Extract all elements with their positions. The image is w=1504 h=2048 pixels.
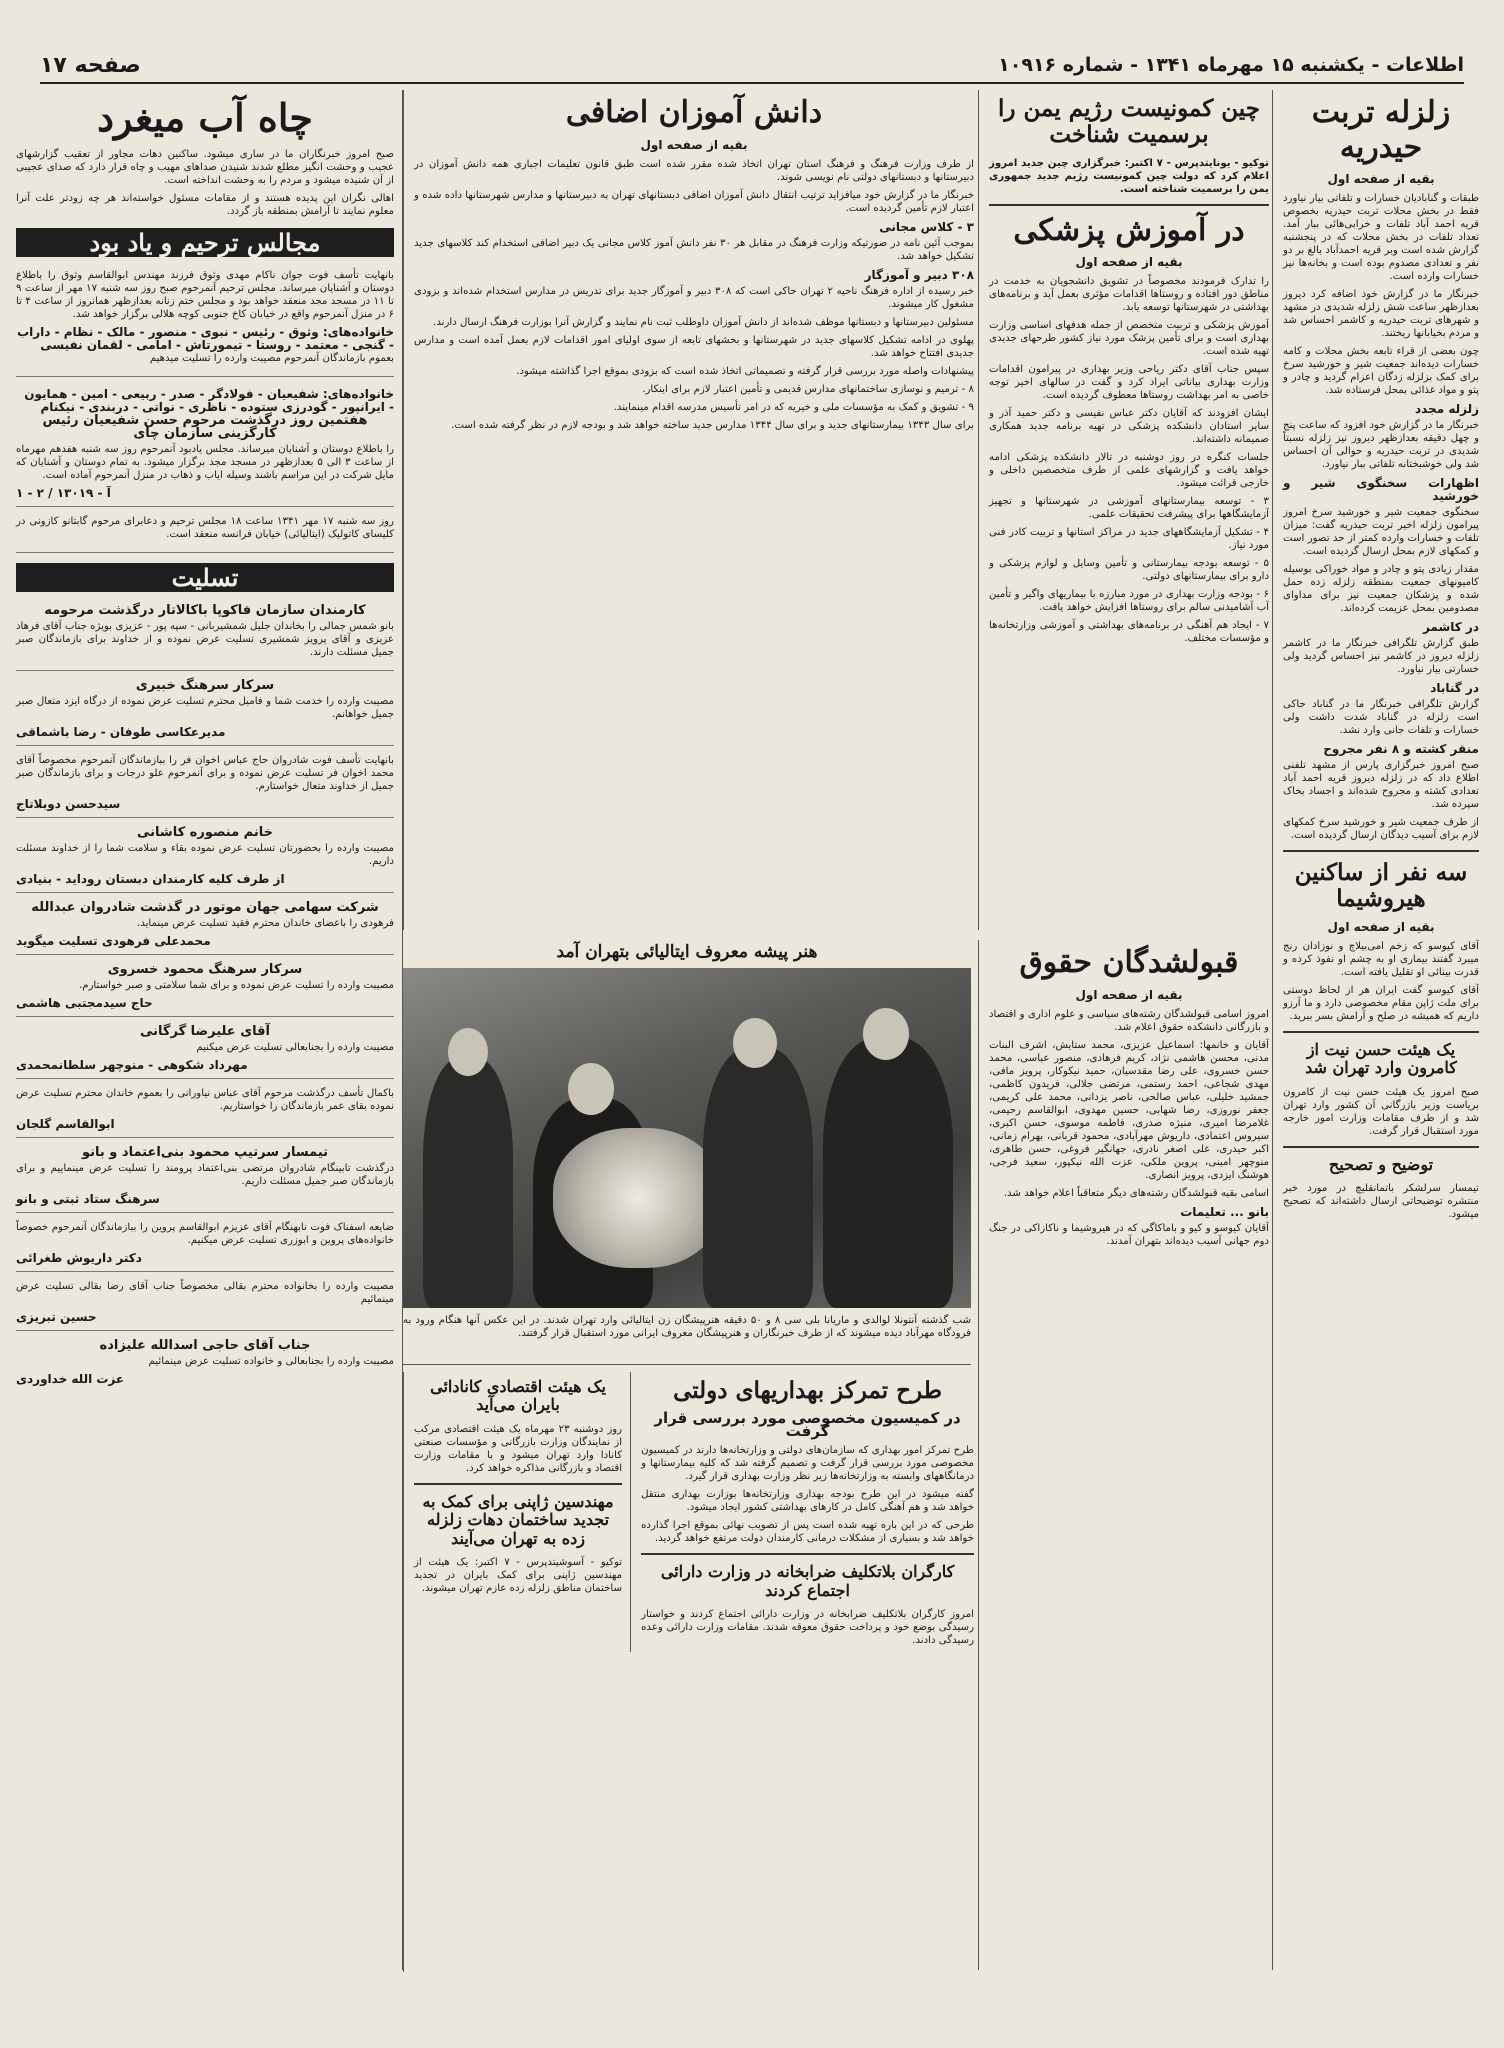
subheading: زلزله مجدد xyxy=(1414,402,1479,416)
paragraph: طبق گزارش تلگرافی خبرنگار ما در کاشمر زلزله دیروز در کاشمر نیز احساس گردید ولی خسارتی بیار نیاورد. xyxy=(1283,638,1479,675)
notice-signature: عزت الله خداوردی xyxy=(16,1371,125,1386)
column-earthquake xyxy=(1272,90,1479,1970)
notice-signature: حاج سیدمجتبی هاشمی xyxy=(16,995,153,1010)
page-number: صفحه ۱۷ xyxy=(40,52,141,78)
photo-figure xyxy=(423,1058,513,1308)
paragraph: اسامی بقیه قبولشدگان رشته‌های دیگر متعاقباً اعلام خواهد شد. xyxy=(1003,1187,1269,1199)
condolence-notice xyxy=(16,1276,394,1331)
headline-extra-students: دانش آموزان اضافی xyxy=(565,95,823,130)
notice-signature: محمدعلی فرهودی تسلیت میگوید xyxy=(16,933,211,948)
notice-text: بانهایت تأسف فوت جوان ناکام مهدی وثوق فرزند مهندس ابوالقاسم وثوق را باطلاع دوستان و آشنایان میرساند. مجلس ترحیم آنمرحوم صبح روز سه شنبه ۱۷ مهر از ساعت ۹ تا ۱۱ در مسجد مجد منعقد خواهد بود و مجلس ختم زنانه بعدازظهر همانروز از ساعت ۴ تا ۶ در منزل آنمرحوم واقع در خیابان کاخ جنوبی کوچه هلالی برگزار خواهد شد. xyxy=(16,269,395,320)
paragraph: توکیو - آسوشیتدپرس - ۷ اکتبر: یک هیئت از مهندسین ژاپنی برای کمک بایران در تجدید ساختمان مناطق زلزله زده عازم تهران میشوند. xyxy=(414,1556,623,1594)
divider xyxy=(1283,1031,1479,1033)
paragraph: طرحی که در این باره تهیه شده است پس از تصویب نهائی بموقع اجرا گذارده خواهد شد و بسیاری از مشکلات درمانی کارمندان دولت مرتفع خواهد گردید. xyxy=(641,1520,974,1545)
memorial-services-banner: مجالس ترحیم و یاد بود xyxy=(16,228,394,257)
subheading: در کاشمر xyxy=(1422,620,1479,634)
photo-bouquet xyxy=(553,1128,723,1268)
paragraph: ۸ - ترمیم و نوسازی ساختمانهای مدارس قدیمی و تأمین اعتبار لازم برای اینکار. xyxy=(642,383,974,395)
photo-caption: شب گذشته آنتونلا لوالدی و ماریانا بلی سی ۸ و ۵۰ دقیقه هنرپیشگان زن ایتالیائی وارد تهران شدند. در این عکس آنها هنگام ورود به فرودگاه مهرآباد دیده میشوند که از طرف خبرنگاران و هنرپیشگان معروف ایرانی مورد استقبال قرار گرفتند. xyxy=(403,1315,971,1339)
condolence-notice xyxy=(16,1335,394,1392)
headline-earthquake: زلزله تربت حیدریه xyxy=(1311,95,1451,165)
paragraph: چون بعضی از قراء تابعه بخش محلات و کامه خسارات دیده‌اند جمعیت شیر و خورشید سرخ برای کمک بزلزله زدگان اعزام گردید و چادر و پتو و مواد غذائی بمحل فرستاده شد. xyxy=(1283,346,1479,396)
paragraph: بموجب آئین نامه در صورتیکه وزارت فرهنگ در مقابل هر ۳۰ نفر دانش آموز کلاس مجانی یک دبیر اضافی استخدام کند کلاسهای جدید تشکیل خواهد شد. xyxy=(414,237,974,262)
paragraph: آقای کیوسو که زخم امی‌بیلاچ و نوزادان رنج میبرد گفتند بیماری او به چشم او نفوذ کرده و قدرت بینائی او تقلیل یافته است. xyxy=(1283,940,1479,978)
photo-face xyxy=(568,1063,614,1115)
notice-text: مصیبت وارده را بجنابعالی تسلیت عرض میکنیم xyxy=(196,1041,394,1053)
paragraph: ۵ - توسعه بودجه بیمارستانی و تأمین وسایل و لوازم پزشکی و دارو برای بیمارستانهای دولتی. xyxy=(989,558,1269,583)
condolences-banner: تسلیت xyxy=(16,563,394,592)
name-list: آقایان و خانمها: اسماعیل عزیزی، محمد ستایش، اشرف البنات مدنی، محسن هاشمی نژاد، کریم فرهادی، منصور عباسی، محمد حسن خسروی، علی رضا مقدسیان، حمید نیکوکار، پرویز مافی، مهدی شجاعی، احمد رستمی، مرتضی جلالی، فریدون کاظمی، جمشید خلیلی، عباس صالحی، ناصر یزدانی، محمد علی کریمی، جعفر نوروزی، رضا شهابی، حسین مهدوی، ابوالقاسم رحیمی، غلامرضا امیری، منیژه صدری، فاطمه موسوی، حسن اکبری، سیروس اعتمادی، داریوش مهرآبادی، محمود قربانی، بهرام زمانی، اکبر حیدری، علی اصغر نادری، جهانگیر فروغی، حسن طاهری، منوچهر امینی، پروین ملکی، عزت الله نیکپور، سعید فرجی، هوشنگ ایزدی، پرویز انصاری. xyxy=(989,1039,1269,1181)
notice-title: سرکار سرهنگ خبیری xyxy=(135,677,275,693)
paragraph: امروز اسامی قبولشدگان رشته‌های سیاسی و علوم اداری و اقتصاد و بازرگانی دانشکده حقوق اعلام شد. xyxy=(989,1008,1269,1033)
notice-signature: خانواده‌های: شفیعیان - فولادگر - صدر - ربیعی - امین - همایون - ایرانپور - گودرزی ستوده - ناظری - نواتی - دربندی - نیکنام xyxy=(24,386,394,414)
column-law-graduates xyxy=(978,940,1269,1970)
condolence-notice xyxy=(16,897,394,955)
notice-signature: سرهنگ ستاد ثبتی و بانو xyxy=(16,1191,160,1206)
photo-block xyxy=(403,940,971,1365)
notice-text: روز سه شنبه ۱۷ مهر ۱۳۴۱ ساعت ۱۸ مجلس ترحیم و دعابرای مرحوم گابتانو کازونی در کلیسای کاتولیک (ایتالیائی) خیابان فرانسه منعقد است. xyxy=(16,515,394,540)
notice-title: کارمندان سازمان فاکوپا باکالاتار درگذشت مرحومه xyxy=(44,602,366,618)
notice-text: بانهایت تأسف فوت شادروان حاج عباس اخوان فر را ببازماندگان آنمرحوم مخصوصاً آقای محمد اخوان فر تسلیت عرض نموده و برای آنمرحوم علو درجات و برای بازماندگان صبر جمیل از خداوند متعال خواستارم. xyxy=(16,754,394,792)
paragraph: مسئولین دبیرستانها و دبستانها موظف شده‌اند از دانش آموزان داوطلب ثبت نام نمایند و گزارش آنرا بوزارت فرهنگ ارسال دارند. xyxy=(433,316,974,328)
condolence-notice xyxy=(16,822,394,893)
paragraph: خبرنگار ما در گزارش خود اضافه کرد دیروز بعدازظهر ساعت شش زلزله شدیدی در مشهد و شهرهای تربت حیدریه و کاشمر احساس شد و مردم بخیابانها ریختند. xyxy=(1283,289,1479,339)
memorial-notice xyxy=(16,511,394,553)
paragraph: را تدارک فرمودند مخصوصاً در تشویق دانشجویان به خدمت در مناطق دور افتاده و روستاها اقدامات مؤثری بعمل آید و برنامه‌های بهداشتی در شهرستانها توسعه یابد. xyxy=(989,276,1269,314)
subheading: ۳ - کلاس مجانی xyxy=(879,219,974,234)
paragraph: گزارش تلگرافی خبرنگار ما در گناباد حاکی است زلزله در گناباد شدت داشت ولی خسارات و تلفات جانی وارد نشد. xyxy=(1283,699,1479,736)
kicker: بقیه از صفحه اول xyxy=(1075,255,1183,270)
headline-centralization-sub: در کمیسیون مخصوصی مورد بررسی قرار گرفت xyxy=(654,1409,961,1441)
headline-cameroon: یک هیئت حسن نیت از کامرون وارد تهران شد xyxy=(1305,1039,1457,1078)
condolence-notice xyxy=(16,750,394,818)
notice-signature: دکتر داریوش طغرائی xyxy=(16,1250,142,1265)
paragraph: پهلوی در ادامه تشکیل کلاسهای جدید در شهرستانها و بخشهای تابعه از سوی اولیای امور اقدامات لازم بعمل آمده است و مدارس جدیدی افتتاح خواهد شد. xyxy=(414,334,974,359)
notice-title: آقای علیرضا گرگانی xyxy=(140,1023,270,1039)
paragraph: ایشان افزودند که آقایان دکتر عباس نفیسی و دکتر حمید آذر و سایر استادان دانشکده پزشکی در تهیه برنامه جدید همکاری صمیمانه داشته‌اند. xyxy=(989,408,1269,446)
kicker: بقیه از صفحه اول xyxy=(640,137,748,152)
paragraph: پیشنهادات واصله مورد بررسی قرار گرفته و تصمیماتی اتخاذ شده است که بزودی بموقع اجرا گذاشته میشود. xyxy=(516,365,974,377)
paragraph: ۹ - تشویق و کمک به مؤسسات ملی و خیریه که در امر تأسیس مدرسه اقدام مینمایند. xyxy=(613,401,974,413)
notice-text: را باطلاع دوستان و آشنایان میرساند. مجلس یادبود آنمرحوم روز سه شنبه هفدهم مهرماه از ساعت ۳ الی ۵ بعدازظهر در مسجد مجد برگزار میشود. به تمام دوستان و آشنایان که مایل شرکت در این مراسم باشند وسیله ایاب و ذهاب در منزل آنمرحوم آماده است. xyxy=(16,443,394,481)
photo-figure xyxy=(703,1048,813,1308)
paragraph: برای سال ۱۳۴۳ بیمارستانهای جدید و برای سال ۱۳۴۴ مدارس جدید ساخته خواهد شد و بودجه لازم در نظر گرفته شده است. xyxy=(451,419,974,431)
paragraph: صبح امروز خبرگزاری پارس از مشهد تلفنی اطلاع داد که در زلزله دیروز قریه احمد آباد تعدادی کشته و مجروح شده‌اند و اجساد بخاک سپرده شد. xyxy=(1283,760,1479,810)
kicker: بقیه از صفحه اول xyxy=(1327,172,1435,186)
divider xyxy=(1283,1146,1479,1148)
paragraph: جلسات کنگره در روز دوشنبه در تالار دانشکده پزشکی ادامه خواهد یافت و گزارشهای علمی از طرف متخصصین داخلی و خارجی قرائت میشود. xyxy=(989,452,1269,490)
paragraph: از طرف وزارت فرهنگ و فرهنگ استان تهران اتخاذ شده مقرر شده است طبق قانون تعلیمات اجباری همه دانش آموزان در دبیرستانها و دبستانهای دولتی نام نویسی شوند. xyxy=(414,158,974,183)
notice-text: مصیبت وارده را بجنابعالی و خانواده تسلیت عرض مینمائیم xyxy=(148,1355,394,1367)
kicker: بقیه از صفحه اول xyxy=(1075,987,1183,1002)
paragraph: طبقات و گنابادیان خسارات و تلفاتی بیار نیاورد فقط در بخش محلات تربت حیدریه بخصوص قریه احمد آباد تلفات و خرابی‌هائی ببار آمد. تعداد تلفات در بخش محلات که در پنجشنبه گزارش شده است وبر قریه احمدآباد بالغ بر دو نفر و تعدادی مصدوم بوده است و بخانه‌ها نیز خسارات وارده است. xyxy=(1283,193,1479,282)
notice-reference: آ - ۱۳۰۱۹ / ۲ - ۱ xyxy=(16,485,111,500)
paragraph: ۶ - بودجه وزارت بهداری در مورد مبارزه با بیماریهای واگیر و تأمین آب آشامیدنی سالم برای روستاها افزایش خواهد یافت. xyxy=(989,589,1269,614)
subheading: در گناباد xyxy=(1430,681,1479,695)
condolence-notice xyxy=(16,959,394,1017)
lead-paragraph: توکیو - یونایتدپرس - ۷ اکتبر: خبرگزاری چین جدید امروز اعلام کرد که دولت چین کمونیست رژیم جدید جمهوری یمن را برسمیت شناخته است. xyxy=(989,157,1269,195)
centralization-article xyxy=(641,1372,974,1652)
notice-text: مصیبت وارده را تسلیت عرض نموده و برای شما سلامتی و صبر خواستارم. xyxy=(78,979,394,991)
condolence-notice xyxy=(16,600,394,671)
photo-face xyxy=(448,1028,488,1076)
paragraph: خبرنگار ما در گزارش خود افزود که ساعت پنج و چهل دقیقه بعدازظهر دیروز نیز زلزله نسبتاً شدیدی در تربت حیدریه و حوالی آن احساس شد ولی خوشبختانه تلفاتی ببار نیاورد. xyxy=(1283,420,1479,470)
column-extra-students xyxy=(403,90,974,930)
paragraph: آقایان کیوسو و کیو و باماکاگی که در هیروشیما و ناکازاکی در جنگ دوم جهانی آسیب دیده‌اند بتهران آمدند. xyxy=(989,1222,1269,1247)
notice-text: درگذشت تابینگام شادروان مرتضی بنی‌اعتماد پرومند را تسلیت عرض مینماییم و برای بازماندگان صبر جمیل مسئلت داریم. xyxy=(16,1162,394,1187)
paragraph: خبرنگار ما در گزارش خود میافزاید ترتیب انتقال دانش آموزان اضافی دبستانهای تهران به دبیرستانها و مدارس شهرستانها داده شده و اعتبار لازم تأمین گردیده است. xyxy=(414,189,974,214)
kicker: بقیه از صفحه اول xyxy=(1327,919,1435,934)
photo-title: هنر پیشه معروف ایتالیائی بتهران آمد xyxy=(556,942,818,962)
paragraph: خبر رسیده از اداره فرهنگ ناحیه ۲ تهران حاکی است که ۳۰۸ دبیر و آموزگار جدید برای تدریس در مدارس استخدام شده‌اند و بزودی مشغول کار میشوند. xyxy=(414,285,974,310)
paragraph: صبح امروز خبرنگاران ما در ساری میشود. ساکنین دهات مجاور از تعقیب گزارشهای عجیب و وحشت انگیز مطلع شدند شنیدن صداهای مهیب و چاه قرار دارد که صدای عجیبی از آن شنیده میشود و مردم را به وحشت انداخته است. xyxy=(16,148,394,186)
subheading: منقر کشته و ۸ نفر مجروح xyxy=(1323,742,1479,756)
condolence-notice xyxy=(16,1021,394,1079)
paragraph: طرح تمرکز امور بهداری که سازمان‌های دولتی و وزارتخانه‌ها دارند در کمیسیون مخصوصی مورد بررسی قرار گرفت و تصمیم گرفته شد که کلیه بیمارستانها و درمانگاههای وابسته به وزارتخانه‌ها زیر نظر وزارت بهداری قرار گیرد. xyxy=(641,1445,974,1483)
notice-signature: سیدحسن دوبلاتاج xyxy=(16,796,121,811)
notice-signature: مدیرعکاسی طوفان - رضا باشماقی xyxy=(16,724,226,739)
headline-law-graduates: قبولشدگان حقوق xyxy=(1019,945,1239,980)
divider xyxy=(1283,850,1479,852)
divider xyxy=(414,1483,622,1485)
notice-text: ضایعه اسفناک فوت نابهنگام آقای عزیزم ابوالقاسم پروین را ببازماندگان آنمرحوم خصوصاً خانواده‌های پروین و ابوزری تسلیت عرض میکنیم. xyxy=(16,1221,394,1246)
paragraph: ۴ - تشکیل آزمایشگاههای جدید در مراکز استانها و تربیت کادر فنی مورد نیاز. xyxy=(989,527,1269,552)
notice-text: مصیبت وارده را بخانواده محترم بقالی مخصوصاً جناب آقای رضا بقالی تسلیت عرض مینمائیم xyxy=(16,1280,394,1305)
subheading: اظهارات سخنگوی شیر و خورشید xyxy=(1283,476,1479,503)
notice-title: تیمسار سرتیپ محمود بنی‌اعتماد و بانو xyxy=(81,1144,329,1160)
notice-signature: از طرف کلیه کارمندان دبستان روداید - بنیادی xyxy=(16,871,285,886)
headline-hiroshima: سه نفر از ساکنین هیروشیما xyxy=(1294,859,1468,913)
divider xyxy=(641,1553,974,1555)
column-medical xyxy=(978,90,1269,930)
paragraph: از طرف جمعیت شیر و خورشید سرخ کمکهای لازم برای آسیب دیدگان ارسال گردیده است. xyxy=(1283,817,1479,841)
paragraph: سپس جناب آقای دکتر ریاحی وزیر بهداری در پیرامون اقدامات وزارت بهداری بیاناتی ایراد کرد و گفت در سالهای اخیر توجه خاصی به امر بهداشت روستاها معطوف گردیده است. xyxy=(989,364,1269,402)
photo-face xyxy=(863,1008,909,1060)
paragraph: سخنگوی جمعیت شیر و خورشید سرخ امروز پیرامون زلزله اخیر تربت حیدریه گفت: میزان تلفات و خسارات وارده کمتر از حد تصور است و کمکهای لازم بمحل ارسال گردیده است. xyxy=(1283,507,1479,557)
headline-mint-workers: کارگران بلاتکلیف ضرابخانه در وزارت دارائی اجتماع کردند xyxy=(660,1562,955,1600)
notice-text: مصیبت وارده را بحضورتان تسلیت عرض نموده بقاء و سلامت شما را از خداوند مسئلت داریم. xyxy=(16,842,394,867)
notice-title: هفتمین روز درگذشت مرحوم حسن شفیعیان رئیس کارگزینی سازمان چای xyxy=(42,412,368,441)
paragraph: صبح امروز یک هیئت حسن نیت از کامرون بریاست وزیر بازرگانی آن کشور وارد تهران شد و از طرف مقامات وزارت امور خارجه مورد استقبال قرار گرفت. xyxy=(1283,1086,1479,1137)
paragraph: مقدار زیادی پتو و چادر و مواد خوراکی بوسیله کامیونهای جمعیت بمنطقه زلزله زده حمل شده و پزشکان جمعیت نیز برای مداوای مصدومین بمحل عزیمت کرده‌اند. xyxy=(1283,564,1479,614)
headline-japanese-engineers: مهندسین ژاپنی برای کمک به تجدید ساختمان دهات زلزله زده به تهران می‌آیند xyxy=(422,1491,614,1548)
paragraph: آموزش پزشکی و تربیت متخصص از جمله هدفهای اساسی وزارت بهداری است و برای تأمین پزشک مورد نیاز کشور طرحهای جدیدی تهیه شده است. xyxy=(989,320,1269,358)
notice-signature: حسین تبریزی xyxy=(16,1309,97,1324)
paragraph: ۳ - توسعه بیمارستانهای آموزشی در شهرستانها و تجهیز آزمایشگاهها برای پیشرفت تحقیقات علمی. xyxy=(989,496,1269,521)
subheading: بانو ... تعلیمات xyxy=(1180,1204,1269,1219)
notice-signature: مهرداد شکوهی - منوچهر سلطانمحمدی xyxy=(16,1057,248,1072)
notice-text: فرهودی را باعضای خاندان محترم فقید تسلیت عرض مینماید. xyxy=(136,917,394,929)
headline-medical-education: در آموزش پزشکی xyxy=(1013,212,1245,248)
notice-text: مصیبت وارده را خدمت شما و فامیل محترم تسلیت عرض نموده از درگاه ایزد متعال صبر جمیل خواهانم. xyxy=(16,695,394,720)
headline-china-yemen: چین کمونیست رژیم یمن را برسمیت شناخت xyxy=(998,95,1260,149)
paragraph: امروز کارگران بلاتکلیف ضرابخانه در وزارت دارائی اجتماع کردند و خواستار رسیدگی بوضع خود و پرداخت حقوق معوقه شدند. مقامات وزارت دارائی وعده رسیدگی دادند. xyxy=(641,1609,974,1647)
notice-title: خانم منصوره کاشانی xyxy=(137,824,273,840)
notice-text: باکمال تأسف درگذشت مرحوم آقای عباس نیاورانی را بعموم خاندان محترم تسلیت عرض نموده بقای عمر بازماندگان را خواستاریم. xyxy=(16,1087,394,1112)
notice-title: جناب آقای حاجی اسدالله علیزاده xyxy=(99,1337,311,1353)
headline-canada-delegation: یک هیئت اقتصادی کانادائی بایران می‌آید xyxy=(430,1377,606,1415)
condolence-notice xyxy=(16,1217,394,1272)
condolence-notice xyxy=(16,1083,394,1138)
notice-text: بانو شمس جمالی را بخاندان جلیل شمشیربانی - سپه پور - عزیزی بویژه جناب آقای فرهاد عزیزی و آقای پرویز شمشیری تسلیت عرض نموده و از خداوند برای بازماندگان صبر جمیل مسئلت دارند. xyxy=(16,620,394,658)
photo-figure xyxy=(823,1038,953,1308)
notice-text: بعموم بازماندگان آنمرحوم مصیبت وارده را تسلیت میدهیم xyxy=(149,352,394,364)
page-header xyxy=(40,48,1464,84)
condolence-notice xyxy=(16,1142,394,1213)
subheading: ۳۰۸ دبیر و آموزگار xyxy=(864,267,974,282)
paragraph: آقای کیوسو گفت ایران هر از لحاظ دوستی برای ملت ژاپن مقام مخصوصی دارد و ما آرزو داریم که همیشه در صلح و آرامش بسر ببرید. xyxy=(1283,984,1479,1022)
notice-signature: خانواده‌های: وثوق - رئیس - نبوی - منصور - مالک - نظام - داراب - گنجی - معتمد - روستا - تیمورتاش - امامی - لقمان نفیسی xyxy=(17,324,394,352)
paragraph: تیمسار سرلشکر باتمانقلیچ در مورد خبر منتشره توضیحاتی ارسال داشته‌اند که تصحیح میشود. xyxy=(1283,1183,1479,1221)
side-briefs xyxy=(414,1372,631,1652)
headline-roaring-well: چاه آب میغرد xyxy=(97,95,313,140)
paragraph: گفته میشود در این طرح بودجه بهداری وزارتخانه‌ها بوزارت بهداری منتقل خواهد شد و هم آهنگی کامل در کارهای بهداشتی کشور ایجاد میشود. xyxy=(641,1489,974,1514)
condolence-notice xyxy=(16,675,394,746)
photo-face xyxy=(733,1018,777,1068)
bottom-center-layout xyxy=(414,1372,974,1652)
notice-title: سرکار سرهنگ محمود خسروی xyxy=(107,961,303,977)
headline-centralization: طرح تمرکز بهداریهای دولتی xyxy=(673,1377,943,1404)
paragraph: اهالی نگران این پدیده هستند و از مقامات مسئول خواسته‌اند هر چه زودتر علت آنرا معلوم نمایند تا آرامش بمنطقه باز گردد. xyxy=(16,192,394,217)
divider xyxy=(989,204,1269,206)
memorial-notice xyxy=(16,265,394,377)
notice-signature: ابوالقاسم گلجان xyxy=(16,1116,115,1131)
masthead: اطلاعات - یکشنبه ۱۵ مهرماه ۱۳۴۱ - شماره ۱۰۹۱۶ xyxy=(998,54,1464,76)
notice-title: شرکت سهامی جهان موتور در گذشت شادروان عبدالله xyxy=(31,899,379,915)
actress-arrival-photo xyxy=(403,968,971,1308)
column-health-centralization xyxy=(403,1372,974,1972)
paragraph: ۷ - ایجاد هم آهنگی در برنامه‌های بهداشتی و آموزشی وزارتخانه‌ها و مؤسسات مختلف. xyxy=(989,620,1269,645)
memorial-notice xyxy=(16,381,394,507)
headline-correction: توضیح و تصحیح xyxy=(1328,1154,1434,1174)
paragraph: روز دوشنبه ۲۳ مهرماه یک هیئت اقتصادی مرکب از نمایندگان وزارت بازرگانی و مؤسسات صنعتی کانادا وارد تهران میشود و با مقامات وزارت اقتصاد و بازرگانی مذاکره خواهد کرد. xyxy=(414,1423,623,1474)
column-notices xyxy=(12,90,403,1970)
